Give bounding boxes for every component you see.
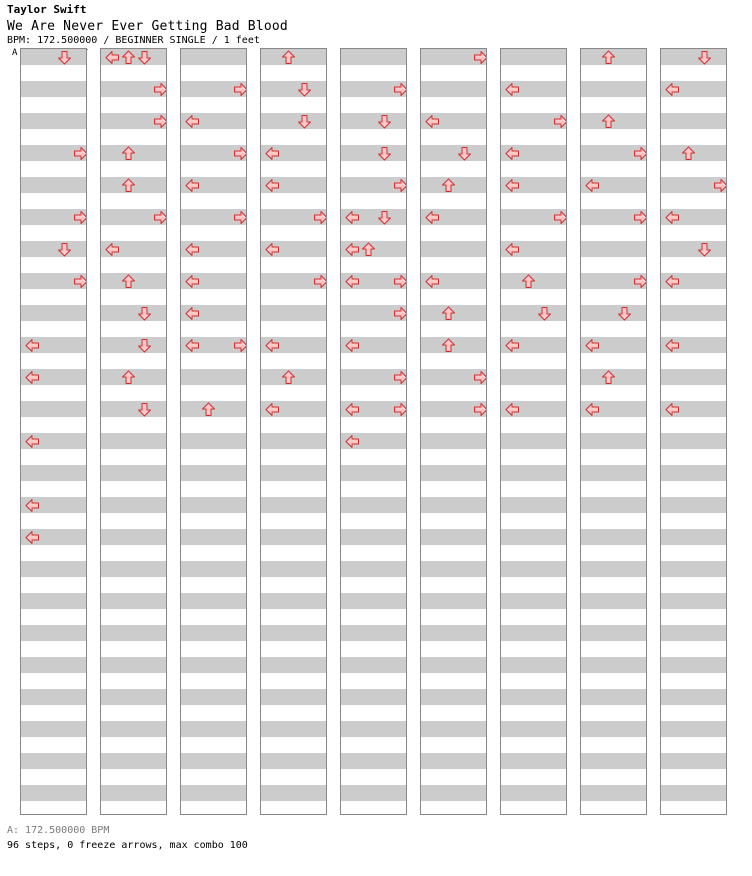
up-arrow-icon xyxy=(377,210,392,225)
beat-stripe xyxy=(501,657,566,673)
bpm-change-marker: A xyxy=(12,48,18,58)
left-arrow-icon xyxy=(265,242,280,257)
beat-stripe xyxy=(661,753,726,769)
beat-stripe xyxy=(21,785,86,801)
beat-stripe xyxy=(181,593,246,609)
beat-stripe xyxy=(261,657,326,673)
beat-stripe xyxy=(21,49,86,65)
beat-stripe xyxy=(421,689,486,705)
beat-stripe xyxy=(421,721,486,737)
beat-stripe xyxy=(21,593,86,609)
left-arrow-icon xyxy=(585,402,600,417)
left-arrow-icon xyxy=(345,402,360,417)
beat-stripe xyxy=(261,433,326,449)
right-arrow-icon xyxy=(393,82,407,97)
beat-stripe xyxy=(421,785,486,801)
left-arrow-icon xyxy=(665,210,680,225)
beat-stripe xyxy=(101,433,166,449)
beat-stripe xyxy=(21,305,86,321)
beat-stripe xyxy=(341,113,406,129)
beat-stripe xyxy=(581,785,646,801)
beat-stripe xyxy=(501,721,566,737)
beat-stripe xyxy=(421,625,486,641)
left-arrow-icon xyxy=(265,402,280,417)
beat-stripe xyxy=(341,689,406,705)
left-arrow-icon xyxy=(345,338,360,353)
beat-stripe xyxy=(101,529,166,545)
measure-column-6 xyxy=(420,48,487,815)
chart-summary: 96 steps, 0 freeze arrows, max combo 100 xyxy=(7,840,248,851)
beat-stripe xyxy=(341,657,406,673)
left-arrow-icon xyxy=(345,242,360,257)
beat-stripe xyxy=(21,465,86,481)
measure-column-4 xyxy=(260,48,327,815)
down-arrow-icon xyxy=(681,146,696,161)
up-arrow-icon xyxy=(137,338,152,353)
beat-stripe xyxy=(661,721,726,737)
down-arrow-icon xyxy=(441,306,456,321)
right-arrow-icon xyxy=(473,50,487,65)
left-arrow-icon xyxy=(25,434,40,449)
beat-stripe xyxy=(101,305,166,321)
measure-column-2 xyxy=(100,48,167,815)
beat-stripe xyxy=(181,721,246,737)
measure-column-5 xyxy=(340,48,407,815)
chart-info: BPM: 172.500000 / BEGINNER SINGLE / 1 feet xyxy=(7,35,260,46)
right-arrow-icon xyxy=(473,370,487,385)
right-arrow-icon xyxy=(393,178,407,193)
beat-stripe xyxy=(341,465,406,481)
right-arrow-icon xyxy=(73,146,87,161)
left-arrow-icon xyxy=(185,178,200,193)
left-arrow-icon xyxy=(265,338,280,353)
beat-stripe xyxy=(581,561,646,577)
beat-stripe xyxy=(581,241,646,257)
beat-stripe xyxy=(421,433,486,449)
left-arrow-icon xyxy=(25,338,40,353)
right-arrow-icon xyxy=(553,114,567,129)
beat-stripe xyxy=(661,593,726,609)
beat-stripe xyxy=(261,561,326,577)
beat-stripe xyxy=(421,529,486,545)
beat-stripe xyxy=(181,465,246,481)
left-arrow-icon xyxy=(25,530,40,545)
right-arrow-icon xyxy=(393,274,407,289)
beat-stripe xyxy=(21,401,86,417)
beat-stripe xyxy=(261,753,326,769)
beat-stripe xyxy=(21,241,86,257)
down-arrow-icon xyxy=(281,50,296,65)
beat-stripe xyxy=(501,593,566,609)
beat-stripe xyxy=(421,241,486,257)
left-arrow-icon xyxy=(665,82,680,97)
beat-stripe xyxy=(101,401,166,417)
beat-stripe xyxy=(181,369,246,385)
measure-column-7 xyxy=(500,48,567,815)
down-arrow-icon xyxy=(121,50,136,65)
down-arrow-icon xyxy=(121,370,136,385)
down-arrow-icon xyxy=(281,370,296,385)
beat-stripe xyxy=(661,561,726,577)
left-arrow-icon xyxy=(185,338,200,353)
beat-stripe xyxy=(261,529,326,545)
down-arrow-icon xyxy=(601,50,616,65)
left-arrow-icon xyxy=(185,114,200,129)
right-arrow-icon xyxy=(393,402,407,417)
left-arrow-icon xyxy=(505,402,520,417)
beat-stripe xyxy=(341,753,406,769)
down-arrow-icon xyxy=(601,114,616,129)
beat-stripe xyxy=(421,753,486,769)
left-arrow-icon xyxy=(505,178,520,193)
left-arrow-icon xyxy=(105,50,120,65)
beat-stripe xyxy=(581,721,646,737)
beat-stripe xyxy=(661,369,726,385)
measure-column-3 xyxy=(180,48,247,815)
beat-stripe xyxy=(581,305,646,321)
beat-stripe xyxy=(581,657,646,673)
up-arrow-icon xyxy=(697,242,712,257)
beat-stripe xyxy=(501,49,566,65)
left-arrow-icon xyxy=(105,242,120,257)
left-arrow-icon xyxy=(25,498,40,513)
beat-stripe xyxy=(661,497,726,513)
beat-stripe xyxy=(661,625,726,641)
down-arrow-icon xyxy=(601,370,616,385)
left-arrow-icon xyxy=(185,306,200,321)
beat-stripe xyxy=(501,753,566,769)
right-arrow-icon xyxy=(233,82,247,97)
right-arrow-icon xyxy=(73,274,87,289)
right-arrow-icon xyxy=(393,306,407,321)
up-arrow-icon xyxy=(377,114,392,129)
beat-stripe xyxy=(261,785,326,801)
beat-stripe xyxy=(101,593,166,609)
up-arrow-icon xyxy=(377,146,392,161)
beat-stripe xyxy=(181,753,246,769)
left-arrow-icon xyxy=(665,274,680,289)
up-arrow-icon xyxy=(617,306,632,321)
beat-stripe xyxy=(581,529,646,545)
left-arrow-icon xyxy=(265,146,280,161)
measure-column-8 xyxy=(580,48,647,815)
up-arrow-icon xyxy=(57,242,72,257)
right-arrow-icon xyxy=(473,402,487,417)
beat-stripe xyxy=(661,113,726,129)
beat-stripe xyxy=(421,593,486,609)
beat-stripe xyxy=(261,305,326,321)
beat-stripe xyxy=(101,561,166,577)
left-arrow-icon xyxy=(345,210,360,225)
left-arrow-icon xyxy=(345,274,360,289)
right-arrow-icon xyxy=(633,274,647,289)
beat-stripe xyxy=(181,689,246,705)
beat-stripe xyxy=(181,785,246,801)
beat-stripe xyxy=(661,785,726,801)
beat-stripe xyxy=(101,753,166,769)
beat-stripe xyxy=(581,465,646,481)
beat-stripe xyxy=(261,465,326,481)
up-arrow-icon xyxy=(297,82,312,97)
beat-stripe xyxy=(101,689,166,705)
beat-stripe xyxy=(501,369,566,385)
beat-stripe xyxy=(101,785,166,801)
down-arrow-icon xyxy=(121,178,136,193)
beat-stripe xyxy=(341,145,406,161)
beat-stripe xyxy=(181,49,246,65)
beat-stripe xyxy=(421,81,486,97)
beat-stripe xyxy=(261,81,326,97)
right-arrow-icon xyxy=(633,210,647,225)
up-arrow-icon xyxy=(297,114,312,129)
up-arrow-icon xyxy=(57,50,72,65)
left-arrow-icon xyxy=(345,434,360,449)
beat-stripe xyxy=(581,625,646,641)
right-arrow-icon xyxy=(553,210,567,225)
left-arrow-icon xyxy=(425,274,440,289)
beat-stripe xyxy=(21,721,86,737)
beat-stripe xyxy=(501,465,566,481)
beat-stripe xyxy=(501,305,566,321)
beat-stripe xyxy=(101,465,166,481)
beat-stripe xyxy=(341,721,406,737)
beat-stripe xyxy=(501,529,566,545)
right-arrow-icon xyxy=(233,146,247,161)
left-arrow-icon xyxy=(185,242,200,257)
beat-stripe xyxy=(661,433,726,449)
beat-stripe xyxy=(501,497,566,513)
beat-stripe xyxy=(421,657,486,673)
right-arrow-icon xyxy=(713,178,727,193)
beat-stripe xyxy=(421,465,486,481)
left-arrow-icon xyxy=(25,370,40,385)
down-arrow-icon xyxy=(441,338,456,353)
down-arrow-icon xyxy=(361,242,376,257)
beat-stripe xyxy=(581,593,646,609)
left-arrow-icon xyxy=(585,338,600,353)
right-arrow-icon xyxy=(313,274,327,289)
beat-stripe xyxy=(421,497,486,513)
beat-stripe xyxy=(661,657,726,673)
beat-stripe xyxy=(661,305,726,321)
down-arrow-icon xyxy=(121,146,136,161)
up-arrow-icon xyxy=(697,50,712,65)
left-arrow-icon xyxy=(185,274,200,289)
beat-stripe xyxy=(261,593,326,609)
beat-stripe xyxy=(581,497,646,513)
left-arrow-icon xyxy=(505,242,520,257)
beat-stripe xyxy=(21,81,86,97)
right-arrow-icon xyxy=(73,210,87,225)
beat-stripe xyxy=(181,625,246,641)
left-arrow-icon xyxy=(665,338,680,353)
right-arrow-icon xyxy=(153,210,167,225)
beat-stripe xyxy=(661,241,726,257)
right-arrow-icon xyxy=(153,82,167,97)
beat-stripe xyxy=(21,753,86,769)
beat-stripe xyxy=(341,785,406,801)
beat-stripe xyxy=(261,689,326,705)
up-arrow-icon xyxy=(137,306,152,321)
beat-stripe xyxy=(581,81,646,97)
beat-stripe xyxy=(101,497,166,513)
beat-stripe xyxy=(261,497,326,513)
beat-stripe xyxy=(181,433,246,449)
beat-stripe xyxy=(341,529,406,545)
beat-stripe xyxy=(181,497,246,513)
beat-stripe xyxy=(661,49,726,65)
beat-stripe xyxy=(661,689,726,705)
beat-stripe xyxy=(501,561,566,577)
beat-stripe xyxy=(261,721,326,737)
beat-stripe xyxy=(101,657,166,673)
right-arrow-icon xyxy=(233,210,247,225)
beat-stripe xyxy=(341,561,406,577)
left-arrow-icon xyxy=(265,178,280,193)
beat-stripe xyxy=(261,113,326,129)
up-arrow-icon xyxy=(537,306,552,321)
left-arrow-icon xyxy=(425,210,440,225)
beat-stripe xyxy=(21,657,86,673)
beat-stripe xyxy=(581,433,646,449)
beat-stripe xyxy=(341,497,406,513)
beat-stripe xyxy=(341,593,406,609)
bpm-legend: A: 172.500000 BPM xyxy=(7,825,110,836)
beat-stripe xyxy=(181,561,246,577)
left-arrow-icon xyxy=(585,178,600,193)
right-arrow-icon xyxy=(393,370,407,385)
beat-stripe xyxy=(661,529,726,545)
beat-stripe xyxy=(181,529,246,545)
left-arrow-icon xyxy=(505,82,520,97)
beat-stripe xyxy=(341,625,406,641)
beat-stripe xyxy=(21,113,86,129)
beat-stripe xyxy=(21,689,86,705)
down-arrow-icon xyxy=(441,178,456,193)
left-arrow-icon xyxy=(505,338,520,353)
beat-stripe xyxy=(581,689,646,705)
right-arrow-icon xyxy=(313,210,327,225)
beat-stripe xyxy=(101,337,166,353)
beat-stripe xyxy=(21,177,86,193)
song-title: We Are Never Ever Getting Bad Blood xyxy=(7,19,288,34)
down-arrow-icon xyxy=(121,274,136,289)
up-arrow-icon xyxy=(137,402,152,417)
down-arrow-icon xyxy=(201,402,216,417)
up-arrow-icon xyxy=(137,50,152,65)
left-arrow-icon xyxy=(665,402,680,417)
beat-stripe xyxy=(341,49,406,65)
beat-stripe xyxy=(21,625,86,641)
left-arrow-icon xyxy=(425,114,440,129)
measure-column-1 xyxy=(20,48,87,815)
beat-stripe xyxy=(421,561,486,577)
beat-stripe xyxy=(501,785,566,801)
beat-stripe xyxy=(501,433,566,449)
left-arrow-icon xyxy=(505,146,520,161)
down-arrow-icon xyxy=(521,274,536,289)
beat-stripe xyxy=(21,561,86,577)
artist-name: Taylor Swift xyxy=(7,3,87,16)
beat-stripe xyxy=(181,657,246,673)
beat-stripe xyxy=(101,721,166,737)
right-arrow-icon xyxy=(633,146,647,161)
beat-stripe xyxy=(261,625,326,641)
beat-stripe xyxy=(501,689,566,705)
beat-stripe xyxy=(661,465,726,481)
beat-stripe xyxy=(581,753,646,769)
beat-stripe xyxy=(421,145,486,161)
measure-column-9 xyxy=(660,48,727,815)
beat-stripe xyxy=(101,625,166,641)
beat-stripe xyxy=(501,625,566,641)
right-arrow-icon xyxy=(153,114,167,129)
right-arrow-icon xyxy=(233,338,247,353)
up-arrow-icon xyxy=(457,146,472,161)
